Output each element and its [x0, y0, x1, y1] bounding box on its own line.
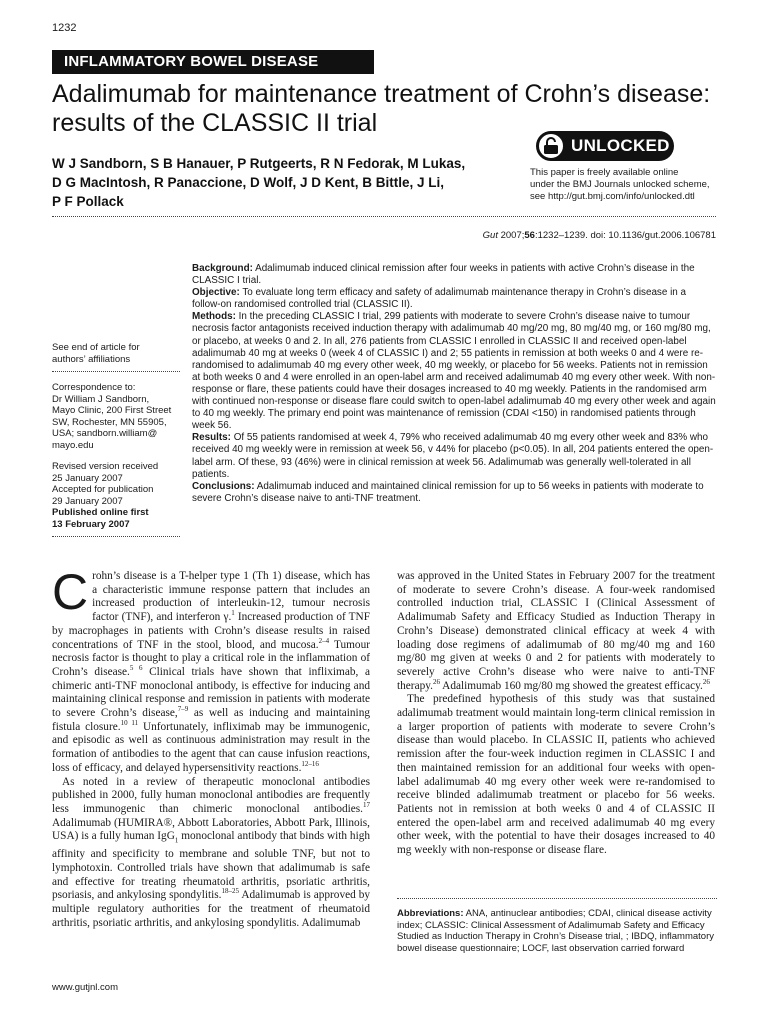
abbreviations-divider [397, 898, 717, 899]
article-sidebar [52, 342, 180, 547]
drop-cap: C [52, 564, 89, 620]
ref-26-b: 26 [702, 677, 710, 686]
author-list [52, 154, 512, 211]
background-text: Adalimumab induced clinical remission after four weeks in patients with active Crohn’s disease in the CLASSIC I trial. [192, 263, 695, 287]
title-line-2: results of the CLASSIC II trial [52, 109, 378, 137]
citation-line [483, 230, 716, 241]
background-label: Background: [192, 263, 253, 274]
body-paragraph-1 [52, 564, 370, 776]
article-title [52, 80, 732, 138]
correspondence-address-1: Mayo Clinic, 200 First Street [52, 405, 172, 416]
ref-10-11: 10 11 [120, 718, 139, 727]
p2-text-a: As noted in a review of therapeutic monoclonal antibodies published in 2000, fully human monoclonal antibodies are frequently less immunogenic than chimeric monoclonal antibodies. [52, 775, 370, 815]
dates-block [52, 461, 180, 530]
open-lock-icon [536, 131, 566, 161]
correspondence-email-1[interactable]: USA; sandborn.william@ [52, 428, 158, 439]
abstract-objective [192, 287, 716, 311]
sidebar-divider-bottom [52, 536, 180, 537]
methods-label: Methods: [192, 311, 236, 323]
p1-text-d: Clinical trials have shown that infliximab, a chimeric anti-TNF monoclonal antibody, is effective for inducing and maintaining clinical response and remission in patients with moderate to severe Crohn’s disease, [52, 665, 370, 720]
title-line-1: Adalimumab for maintenance treatment of Crohn’s disease: [52, 80, 711, 108]
page-number: 1232 [52, 22, 77, 34]
body-column-right [397, 570, 715, 858]
sidebar-divider [52, 371, 180, 372]
unlocked-note-line-1: This paper is freely available online [530, 167, 679, 178]
abbreviations-text: ANA, antinuclear antibodies; CDAI, clinical disease activity index; CLASSIC: Clinical Assessment of Adalimumab Safety and Efficacy Studied as Induction Therapy in Crohn’s Disease trial, ; IBDQ, inflammatory bowel disease questionnaire; LOCF, last observation carried forward [397, 908, 714, 954]
citation-journal: Gut [482, 230, 498, 241]
ref-26-a: 26 [432, 677, 440, 686]
correspondence-address-2: SW, Rochester, MN 55905, [52, 416, 167, 428]
body-paragraph-4: The predefined hypothesis of this study was that sustained adalimumab treatment would maintain long-term clinical remission in a larger proportion of patients with moderate to severe Crohn’s disease than would placebo. In CLASSIC II, patients who achieved remission after the four-week induction regimen in CLASSIC I and then maintained remission for an additional four weeks with open-label adalimumab 40 mg every other week were re-randomised to receive blinded adalimumab treatment or placebo for 56 weeks. Patients not in remission at both weeks 0 and 4 of CLASSIC II entered the open-label arm and received adalimumab 40 mg every other week, with the potential to have their dosages increased to 40 mg weekly with non-response or disease flare. [397, 693, 715, 857]
citation-doi[interactable]: :1232–1239. doi: 10.1136/gut.2006.106781 [534, 230, 716, 241]
ref-1: 1 [231, 609, 235, 618]
p1-text-e: as well as inducing and maintaining fistula closure. [52, 707, 370, 733]
section-header: INFLAMMATORY BOWEL DISEASE [52, 50, 374, 74]
p2-text-b: Adalimumab (HUMIRA®, Abbott Laboratories, Abbott Park, Illinois, USA) is a fully human IgG [52, 816, 370, 843]
revised-date: 25 January 2007 [52, 472, 123, 484]
p2-text-d: Adalimumab is approved by multiple regulatory authorities for the treatment of rheumatoid arthritis, psoriatic arthritis, and ankylosing spondylitis. Adalimumab [52, 889, 370, 929]
ref-2-4: 2–4 [318, 636, 330, 645]
correspondence-name: Dr William J Sandborn, [52, 393, 150, 405]
unlocked-label: UNLOCKED [571, 136, 670, 155]
abstract-conclusions [192, 481, 716, 505]
published-label: Published online first [52, 507, 149, 518]
revised-label: Revised version received [52, 461, 159, 472]
authors-line-1: W J Sandborn, S B Hanauer, P Rutgeerts, R N Fedorak, M Lukas, [52, 156, 466, 171]
unlocked-note-link[interactable]: see http://gut.bmj.com/info/unlocked.dtl [530, 191, 695, 202]
ref-12-16: 12–16 [301, 760, 319, 769]
p1-text-f: Unfortunately, infliximab may be immunogenic, and episodic as well as continuous administration may result in the formation of antibodies to the agent that can cause infusion reactions, loss of efficacy, and delayed hypersensitivity reactions. [52, 720, 370, 774]
ref-7-9: 7–9 [177, 705, 189, 714]
published-date: 13 February 2007 [52, 518, 130, 530]
abstract [192, 263, 716, 505]
unlocked-badge [538, 131, 674, 161]
p3-text-b: Adalimumab 160 mg/80 mg showed the greatest efficacy. [439, 679, 703, 692]
unlocked-note-line-2: under the BMJ Journals unlocked scheme, [530, 179, 710, 190]
objective-label: Objective: [192, 287, 240, 299]
body-column-left [52, 564, 370, 931]
correspondence-label: Correspondence to: [52, 382, 136, 393]
methods-text: In the preceding CLASSIC I trial, 299 patients with moderate to severe Crohn’s disease naive to tumour necrosis factor antagonists received induction therapy with adalimumab 40 mg/20 mg, 80 mg/40 mg, or 160 mg/80 mg, or placebo, at weeks 0 and 2. In all, 276 patients from CLASSIC I enrolled in CLASSIC II and received open-label adalimumab 40 mg at weeks 0 (week 4 of CLASSIC I) and 2; 55 patients in remission at both weeks 0 and 4 were re-randomised to adalimumab 40 mg every other week, 40 mg weekly, or placebo for 56 weeks. Patients not in remission at both weeks 0 and 4 were enrolled in an open-label arm and received adalimumab 40 mg every other week. With non-response or flare, these patients could have their dosages increased to 40 mg weekly. Patients in the randomised arm with continued non-response or disease flare could switch to open-label adalimumab 40 mg every other week and again to 40 mg weekly. The primary end point was maintenance of remission (CDAI <150) in randomised patients through week 56. [192, 311, 716, 432]
accepted-date: 29 January 2007 [52, 495, 123, 507]
p1-text-b: Increased production of TNF by macrophages in patients with Crohn’s disease results in raised concentrations of TNF in the stool, blood, and mucosa. [52, 611, 370, 651]
body-paragraph-3 [397, 570, 715, 693]
ref-17: 17 [363, 801, 370, 810]
igg-subscript: 1 [174, 836, 179, 845]
ref-18-25: 18–25 [221, 887, 239, 896]
p1-text-a: rohn’s disease is a T-helper type 1 (Th 1) disease, which has a characteristic immune response pattern that includes an increased production of interleukin-12, tumour necrosis factor (TNF), and interferon γ. [92, 570, 370, 624]
footer-url[interactable]: www.gutjnl.com [52, 982, 118, 993]
unlocked-note [530, 167, 730, 203]
p2-text-c: monoclonal antibody that binds with high affinity and specificity to membrane and soluble TNF, but not to lymphotoxin. Controlled trials have shown that adalimumab is safe and effective for treating rheumatoid arthritis, psoriatic arthritis, psoriasis, and ankylosing spondylitis. [52, 830, 370, 902]
correspondence-block [52, 382, 180, 451]
header-divider [52, 216, 716, 217]
abbreviations-label: Abbreviations: [397, 908, 464, 919]
affiliation-note-line-1: See end of article for [52, 342, 140, 353]
results-label: Results: [192, 432, 231, 444]
p1-text-c: Tumour necrosis factor is thought to play a critical role in the inflammation of Crohn’s disease. [52, 638, 370, 678]
citation-volume: 56 [524, 230, 535, 241]
authors-line-3: P F Pollack [52, 194, 124, 209]
body-paragraph-2 [52, 776, 370, 931]
objective-text: To evaluate long term efficacy and safety of adalimumab maintenance therapy in Crohn’s disease in a follow-on randomised controlled trial (CLASSIC II). [192, 287, 687, 311]
citation-year: 2007; [500, 230, 525, 241]
accepted-label: Accepted for publication [52, 484, 154, 495]
conclusions-label: Conclusions: [192, 480, 255, 492]
abstract-results [192, 432, 716, 480]
correspondence-email-2[interactable]: mayo.edu [52, 439, 94, 451]
authors-line-2: D G MacIntosh, R Panaccione, D Wolf, J D Kent, B Bittle, J Li, [52, 175, 445, 190]
abstract-background [192, 263, 716, 287]
ref-5-6: 5 6 [129, 664, 143, 673]
results-text: Of 55 patients randomised at week 4, 79% who received adalimumab 40 mg every other week and 83% who received 40 mg weekly were in remission at week 56, v 44% for placebo (p<0.05). In all, 204 patients entered the open-label arm. Of these, 93 (46%) were in clinical remission at week 56. Adalimumab was generally well-tolerated in all patients. [192, 432, 714, 480]
conclusions-text: Adalimumab induced and maintained clinical remission for up to 56 weeks in patients with moderate to severe Crohn’s disease naive to anti-TNF treatment. [192, 480, 704, 504]
abbreviations-box [397, 908, 717, 954]
affiliation-note-line-2: authors’ affiliations [52, 353, 131, 365]
abstract-methods [192, 311, 716, 432]
p3-text-a: was approved in the United States in February 2007 for the treatment of moderate to severe Crohn’s disease. A four-week randomised controlled induction trial, CLASSIC I (Clinical Assessment of Adalimumab Safety and Efficacy Studied as Induction Therapy in Crohn’s Disease) demonstrated clinical efficacy at week 4 with loading dose regimens of adalimumab of 80 mg/40 mg and 160 mg/80 mg given at weeks 0 and 2 for patients with moderately to severely active Crohn’s disease who were naive to anti-TNF therapy. [397, 570, 715, 692]
